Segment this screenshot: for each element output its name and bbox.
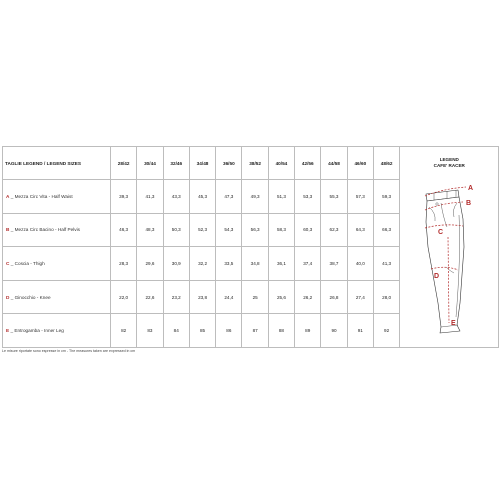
table-cell: 86 [216, 314, 242, 348]
table-cell: 22,0 [111, 280, 137, 314]
table-cell: 24,4 [216, 280, 242, 314]
table-cell: 91 [347, 314, 373, 348]
letter-d: D [434, 273, 440, 280]
table-cell: 45,3 [189, 180, 215, 214]
table-cell: 46,3 [111, 213, 137, 247]
table-cell: 52,3 [189, 213, 215, 247]
table-cell: 30,9 [163, 247, 189, 281]
table-cell: 85 [189, 314, 215, 348]
size-header: 46/60 [347, 147, 373, 180]
table-cell: 62,3 [321, 213, 347, 247]
row-label [3, 180, 111, 214]
header-label: TAGLIE LEGEND / LEGEND SIZES [3, 147, 111, 180]
row-text: _ Ginocchio - Knee [9, 294, 51, 300]
row-text: _ Entrogamba - Inner Leg [9, 328, 64, 334]
table-cell: 88 [268, 314, 294, 348]
table-cell: 51,3 [268, 180, 294, 214]
letter-a: A [468, 185, 474, 192]
row-label [3, 280, 111, 314]
table-cell: 47,3 [216, 180, 242, 214]
letter-e: E [451, 320, 456, 327]
row-code: A [6, 193, 10, 199]
table-cell: 39,3 [111, 180, 137, 214]
pants-diagram [400, 147, 499, 347]
table-cell: 50,3 [163, 213, 189, 247]
size-header: 44/58 [321, 147, 347, 180]
row-text: _ Mezza Circ Vita - Half Waist [9, 193, 73, 199]
table-cell: 55,3 [321, 180, 347, 214]
size-header: 48/62 [373, 147, 399, 180]
table-cell: 28,3 [111, 247, 137, 281]
table-cell: 59,3 [373, 180, 399, 214]
size-header: 30/44 [137, 147, 163, 180]
table-cell: 64,3 [347, 213, 373, 247]
table-cell: 58,3 [268, 213, 294, 247]
table-cell: 56,3 [242, 213, 268, 247]
header-row [3, 147, 499, 180]
table-cell: 37,4 [295, 247, 321, 281]
legend-title-line2: CAFE' RACER [433, 163, 465, 168]
table-cell: 83 [137, 314, 163, 348]
table-cell: 22,6 [137, 280, 163, 314]
row-code: C [6, 260, 10, 266]
table-cell: 41,3 [373, 247, 399, 281]
table-cell: 66,3 [373, 213, 399, 247]
letter-c: C [438, 229, 444, 236]
row-code: E [6, 328, 10, 334]
size-header: 34/48 [189, 147, 215, 180]
table-cell: 25 [242, 280, 268, 314]
table-cell: 27,4 [347, 280, 373, 314]
row-code: B [6, 227, 10, 233]
row-label [3, 213, 111, 247]
table-cell: 49,3 [242, 180, 268, 214]
size-table [2, 146, 499, 348]
size-header: 32/46 [163, 147, 189, 180]
footnote: Le misure riportate sono espresse in cm - The measures taken are expressed in cm [2, 349, 136, 353]
table-cell: 48,3 [137, 213, 163, 247]
legend-title-line1: LEGEND [439, 157, 459, 162]
size-header: 36/50 [216, 147, 242, 180]
row-text: _ Mezza Circ Bacino - Half Pelvis [9, 227, 80, 233]
table-cell: 34,8 [242, 247, 268, 281]
letter-b: B [466, 200, 472, 207]
table-cell: 82 [111, 314, 137, 348]
table-cell: 92 [373, 314, 399, 348]
table-cell: 25,6 [268, 280, 294, 314]
table-cell: 26,2 [295, 280, 321, 314]
table-cell: 84 [163, 314, 189, 348]
table-cell: 36,1 [268, 247, 294, 281]
table-cell: 26,8 [321, 280, 347, 314]
table-cell: 57,3 [347, 180, 373, 214]
size-header: 40/54 [268, 147, 294, 180]
size-header: 28/42 [111, 147, 137, 180]
table-cell: 23,8 [189, 280, 215, 314]
table-cell: 41,3 [137, 180, 163, 214]
table-cell: 90 [321, 314, 347, 348]
leg-outline [426, 197, 464, 333]
size-header: 42/56 [295, 147, 321, 180]
table-cell: 28,0 [373, 280, 399, 314]
table-cell: 89 [295, 314, 321, 348]
row-text: _ Coscia - Thigh [9, 260, 45, 266]
table-cell: 40,0 [347, 247, 373, 281]
table-cell: 43,3 [163, 180, 189, 214]
row-code: D [6, 294, 10, 300]
table-cell: 23,2 [163, 280, 189, 314]
size-header: 38/52 [242, 147, 268, 180]
table-cell: 38,7 [321, 247, 347, 281]
table-cell: 53,3 [295, 180, 321, 214]
table-cell: 29,6 [137, 247, 163, 281]
row-label [3, 314, 111, 348]
table-cell: 60,3 [295, 213, 321, 247]
table-cell: 87 [242, 314, 268, 348]
table-cell: 33,5 [216, 247, 242, 281]
table-cell: 32,2 [189, 247, 215, 281]
table-cell: 54,3 [216, 213, 242, 247]
row-label [3, 247, 111, 281]
legend-cell [400, 147, 499, 348]
